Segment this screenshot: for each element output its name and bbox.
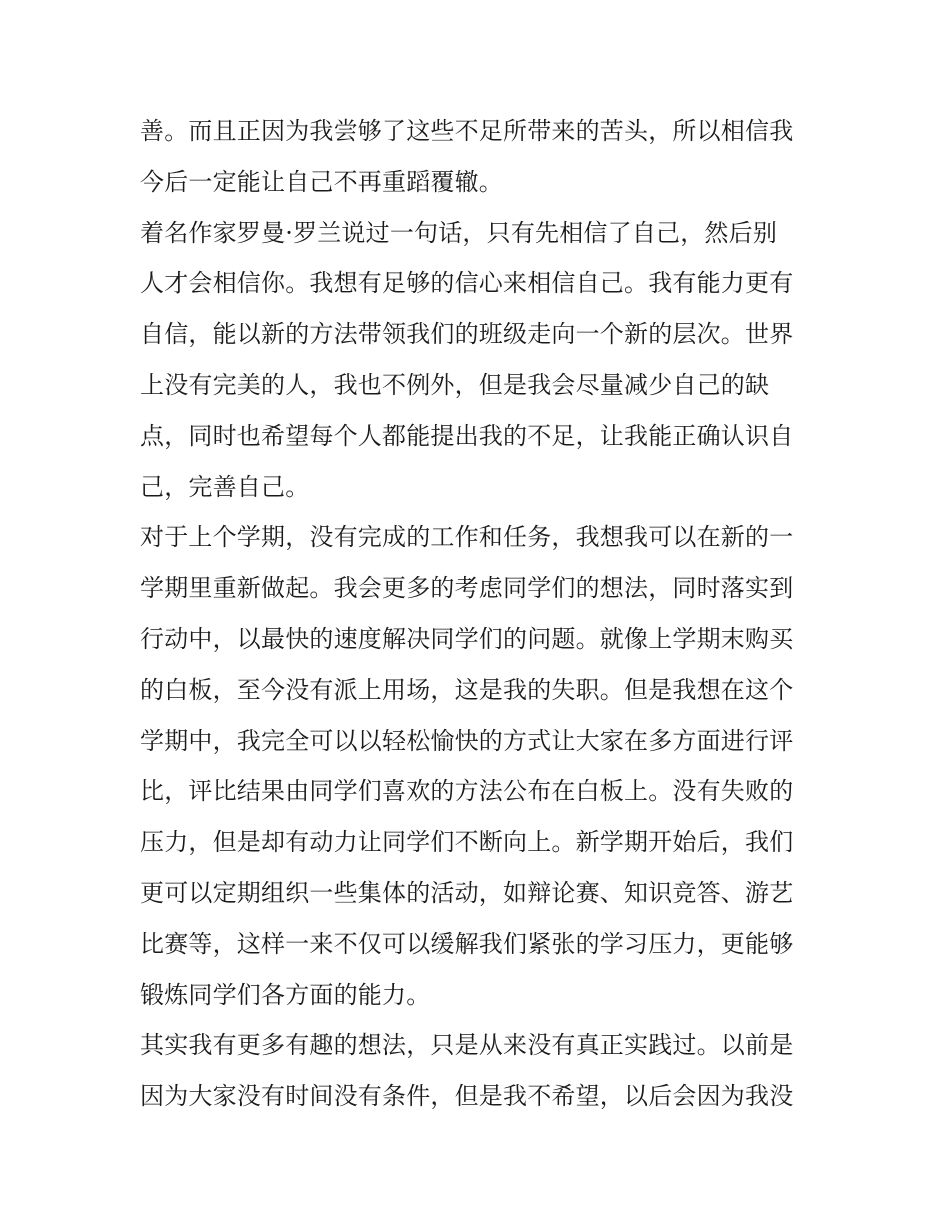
text-line: 点，同时也希望每个人都能提出我的不足，让我能正确认识自 [140, 421, 794, 450]
text-line: 己，完善自己。 [140, 472, 310, 501]
text-line: 压力，但是却有动力让同学们不断向上。新学期开始后，我们 [140, 828, 794, 857]
text-line: 锻炼同学们各方面的能力。 [140, 980, 431, 1009]
text-line: 比，评比结果由同学们喜欢的方法公布在白板上。没有失败的 [140, 777, 794, 806]
text-line: 更可以定期组织一些集体的活动，如辩论赛、知识竞答、游艺 [140, 878, 794, 907]
text-line: 的白板，至今没有派上用场，这是我的失职。但是我想在这个 [140, 675, 794, 704]
text-line: 善。而且正因为我尝够了这些不足所带来的苦头，所以相信我 [140, 117, 794, 145]
text-line: 上没有完美的人，我也不例外，但是我会尽量减少自己的缺 [140, 370, 770, 399]
text-line: 对于上个学期，没有完成的工作和任务，我想我可以在新的一 [140, 523, 794, 552]
text-line: 因为大家没有时间没有条件，但是我不希望，以后会因为我没 [140, 1082, 794, 1111]
document-body [140, 106, 820, 1122]
text-line: 自信，能以新的方法带领我们的班级走向一个新的层次。世界 [140, 320, 794, 349]
text-line: 比赛等，这样一来不仅可以缓解我们紧张的学习压力，更能够 [140, 929, 794, 958]
text-line: 行动中，以最快的速度解决同学们的问题。就像上学期末购买 [140, 624, 794, 653]
text-line: 人才会相信你。我想有足够的信心来相信自己。我有能力更有 [140, 269, 794, 298]
text-line: 学期中，我完全可以以轻松愉快的方式让大家在多方面进行评 [140, 726, 794, 755]
text-line: 其实我有更多有趣的想法，只是从来没有真正实践过。以前是 [140, 1031, 794, 1060]
text-line: 学期里重新做起。我会更多的考虑同学们的想法，同时落实到 [140, 574, 794, 603]
text-line: 着名作家罗曼·罗兰说过一句话，只有先相信了自己，然后别 [140, 218, 778, 247]
text-line: 今后一定能让自己不再重蹈覆辙。 [140, 167, 503, 196]
